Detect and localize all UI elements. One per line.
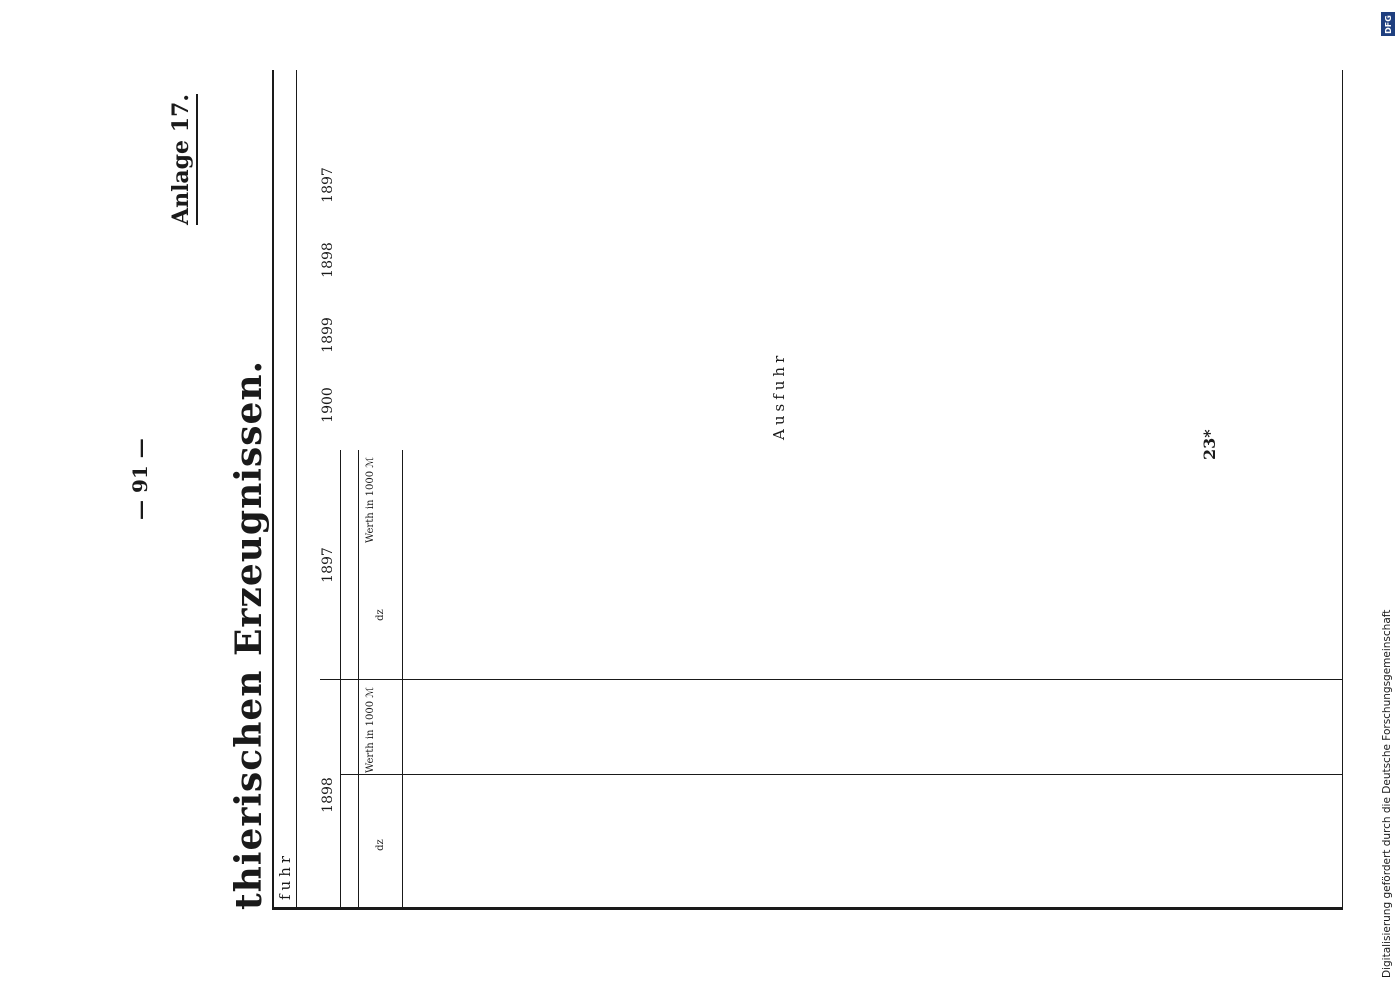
export-year-1900: 1900 xyxy=(320,387,336,423)
dfg-logo xyxy=(1381,12,1395,36)
import-unit-dz: dz xyxy=(375,839,386,851)
import-year-1898: 1898 xyxy=(320,777,336,813)
export-year-1897: 1897 xyxy=(320,167,336,203)
import-unit-value: Werth in 1000 ℳ xyxy=(365,687,376,773)
import-sep-2 xyxy=(340,774,1342,775)
import-header: fuhr xyxy=(276,851,294,900)
table-bottom-rule xyxy=(1342,70,1343,910)
import-subhead-rule xyxy=(402,450,403,910)
export-year-1898: 1898 xyxy=(320,242,336,278)
credit-text: Digitalisierung gefördert durch die Deutsche Forschungsgemeinschaft xyxy=(1381,609,1393,978)
import-year-1897: 1897 xyxy=(320,547,336,583)
page-number: — 91 — xyxy=(128,438,152,520)
annex-label: Anlage 17. xyxy=(168,94,198,225)
page-title: thierischen Erzeugnissen. xyxy=(228,359,270,910)
import-unit-dz: dz xyxy=(375,609,386,621)
import-sep-1 xyxy=(320,679,1342,680)
table-left-rule xyxy=(272,907,1342,910)
import-year-rule xyxy=(340,450,341,910)
dfg-logo-text: DFG xyxy=(1383,14,1393,34)
table-top-rule xyxy=(272,70,274,910)
sheet-mark: 23* xyxy=(1200,429,1219,460)
export-header: Ausfuhr xyxy=(770,351,788,440)
import-unit-value: Werth in 1000 ℳ xyxy=(365,457,376,543)
export-year-1899: 1899 xyxy=(320,317,336,353)
import-unit-rule xyxy=(358,450,359,910)
flow-header-rule xyxy=(296,70,297,910)
